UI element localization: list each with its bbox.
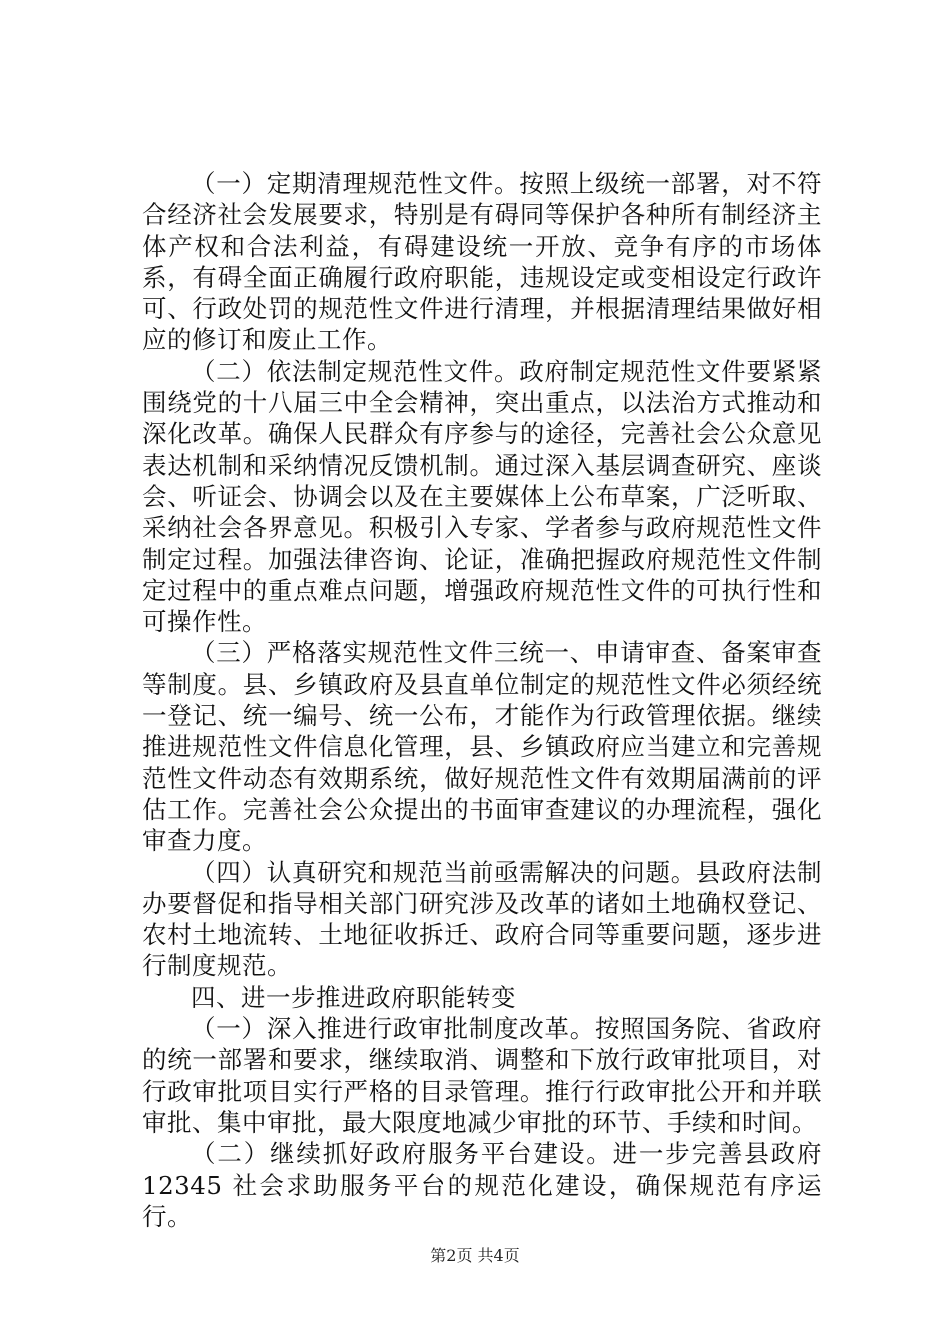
section-heading: 四、进一步推进政府职能转变 [191,982,516,1012]
paragraph-1: （一）定期清理规范性文件。按照上级统一部署，对不符合经济社会发展要求，特别是有碍同等保护各种所有制经济主体产权和合法利益，有碍建设统一开放、竞争有序的市场体系，有碍全面正确履行政府职能，违规设定或变相设定行政许可、行政处罚的规范性文件进行清理，并根据清理结果做好相应的修订和废止工作。 [142,169,822,355]
paragraph-3: （三）严格落实规范性文件三统一、申请审查、备案审查等制度。县、乡镇政府及县直单位制定的规范性文件必须经统一登记、统一编号、统一公布，才能作为行政管理依据。继续推进规范性文件信息化管理，县、乡镇政府应当建立和完善规范性文件动态有效期系统，做好规范性文件有效期届满前的评估工作。完善社会公众提出的书面审查建议的办理流程，强化审查力度。 [142,638,822,856]
paragraph-2: （二）依法制定规范性文件。政府制定规范性文件要紧紧围绕党的十八届三中全会精神，突出重点，以法治方式推动和深化改革。确保人民群众有序参与的途径，完善社会公众意见表达机制和采纳情况反馈机制。通过深入基层调查研究、座谈会、听证会、协调会以及在主要媒体上公布草案，广泛听取、采纳社会各界意见。积极引入专家、学者参与政府规范性文件制定过程。加强法律咨询、论证，准确把握政府规范性文件制定过程中的重点难点问题，增强政府规范性文件的可执行性和可操作性。 [142,356,822,637]
section-paragraph-2: （二）继续抓好政府服务平台建设。进一步完善县政府12345 社会求助服务平台的规范化建设，确保规范有序运行。 [142,1139,822,1231]
page-footer: 第2页 共4页 [430,1246,520,1265]
section-paragraph-1: （一）深入推进行政审批制度改革。按照国务院、省政府的统一部署和要求，继续取消、调整和下放行政审批项目，对行政审批项目实行严格的目录管理。推行行政审批公开和并联审批、集中审批，最大限度地减少审批的环节、手续和时间。 [142,1014,822,1137]
document-body [142,168,822,1232]
paragraph-4: （四）认真研究和规范当前亟需解决的问题。县政府法制办要督促和指导相关部门研究涉及改革的诸如土地确权登记、农村土地流转、土地征收拆迁、政府合同等重要问题，逐步进行制度规范。 [142,857,822,981]
